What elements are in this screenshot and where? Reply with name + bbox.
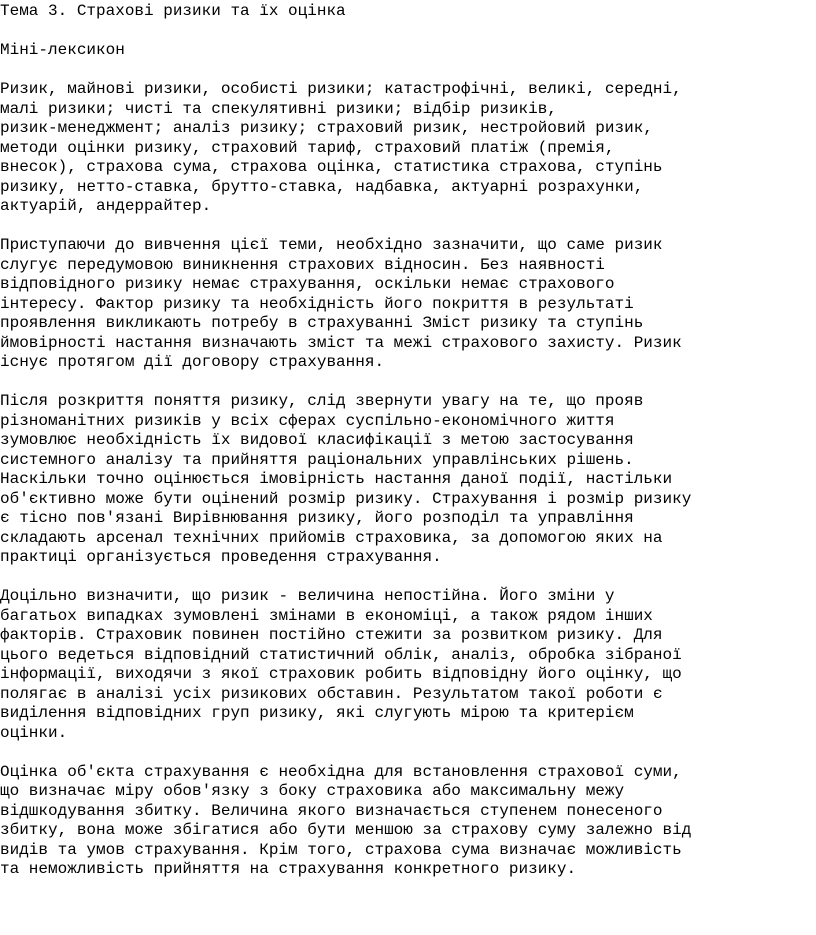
text-line: різноманітних ризиків у всіх сферах суспільно-економічного життя bbox=[0, 411, 615, 430]
paragraph-risk-variability bbox=[0, 587, 816, 743]
spacer bbox=[0, 743, 816, 763]
paragraph-lexicon bbox=[0, 80, 816, 217]
text-line: відповідного ризику немає страхування, оскільки немає страхового bbox=[0, 275, 615, 293]
spacer bbox=[0, 22, 816, 42]
text-line: цього ведеться відповідний статистичний облік, аналіз, обробка зібраної bbox=[0, 645, 682, 664]
text-line: Ризик, майнові ризики, особисті ризики; катастрофічні, великі, середні, bbox=[0, 80, 682, 98]
text-line: проявлення викликають потребу в страхуванні Зміст ризику та ступінь bbox=[0, 314, 644, 332]
text-line: ймовірності настання визначають зміст та межі страхового захисту. Ризик bbox=[0, 333, 682, 352]
text-line: багатьох випадках зумовлені змінами в економіці, а також рядом інших bbox=[0, 606, 653, 625]
document-title: Тема 3. Страхові ризики та їх оцінка bbox=[0, 2, 346, 20]
text-line: малі ризики; чисті та спекулятивні ризики; відбір ризиків, bbox=[0, 99, 557, 118]
text-line: виділення відповідних груп ризику, які слугують мірою та критерієм bbox=[0, 704, 634, 722]
text-line: інтересу. Фактор ризику та необхідність його покриття в результаті bbox=[0, 294, 634, 313]
text-line: методи оцінки ризику, страховий тариф, страховий платіж (премія, bbox=[0, 138, 615, 157]
spacer bbox=[0, 61, 816, 81]
text-line: Доцільно визначити, що ризик - величина непостійна. Його зміни у bbox=[0, 587, 615, 605]
text-line: слугує передумовою виникнення страхових відносин. Без наявності bbox=[0, 255, 605, 274]
section-subtitle: Міні-лексикон bbox=[0, 41, 125, 59]
spacer bbox=[0, 568, 816, 588]
text-line: та неможливість прийняття на страхування конкретного ризику. bbox=[0, 860, 577, 878]
text-line: інформації, виходячи з якої страховик робить відповідну його оцінку, що bbox=[0, 665, 682, 683]
text-line: актуарій, андеррайтер. bbox=[0, 197, 212, 215]
text-line: Наскільки точно оцінюється імовірність настання даної події, настільки bbox=[0, 470, 673, 488]
text-line: факторів. Страховик повинен постійно стежити за розвитком ризику. Для bbox=[0, 626, 663, 644]
text-line: збитку, вона може збігатися або бути меншою за страхову суму залежно від bbox=[0, 821, 692, 839]
text-line: ризику, нетто-ставка, брутто-ставка, надбавка, актуарні розрахунки, bbox=[0, 177, 644, 196]
spacer bbox=[0, 217, 816, 237]
text-line: об'єктивно може бути оцінений розмір ризику. Страхування і розмір ризику bbox=[0, 489, 692, 508]
text-line: існує протягом дії договору страхування. bbox=[0, 353, 385, 371]
paragraph-introduction bbox=[0, 236, 816, 373]
paragraph-classification bbox=[0, 392, 816, 568]
text-line: системного аналізу та прийняття раціональних управлінських рішень. bbox=[0, 450, 634, 469]
text-line: є тісно пов'язані Вирівнювання ризику, його розподіл та управління bbox=[0, 509, 634, 527]
text-line: зумовлює необхідність їх видової класифікації з метою застосування bbox=[0, 431, 634, 449]
text-line: складають арсенал технічних прийомів страховика, за допомогою яких на bbox=[0, 528, 663, 547]
text-line: внесок), страхова сума, страхова оцінка, статистика страхова, ступінь bbox=[0, 158, 663, 176]
text-line: полягає в аналізі усіх ризикових обставин. Результатом такої роботи є bbox=[0, 684, 663, 703]
text-line: Оцінка об'єкта страхування є необхідна для встановлення страхової суми, bbox=[0, 762, 682, 781]
text-line: Приступаючи до вивчення цієї теми, необхідно зазначити, що саме ризик bbox=[0, 236, 663, 254]
text-line: видів та умов страхування. Крім того, страхова сума визначає можливість bbox=[0, 840, 682, 859]
paragraph-insurance-valuation bbox=[0, 763, 816, 880]
text-line: практиці організується проведення страхування. bbox=[0, 548, 442, 566]
text-line: що визначає міру обов'язку з боку страховика або максимальну межу bbox=[0, 782, 625, 800]
text-line: відшкодування збитку. Величина якого визначається ступенем понесеного bbox=[0, 801, 663, 820]
text-line: оцінки. bbox=[0, 723, 68, 742]
text-line: ризик-менеджмент; аналіз ризику; страховий ризик, нестройовий ризик, bbox=[0, 119, 653, 137]
text-line: Після розкриття поняття ризику, слід звернути увагу на те, що прояв bbox=[0, 392, 644, 410]
spacer bbox=[0, 373, 816, 393]
